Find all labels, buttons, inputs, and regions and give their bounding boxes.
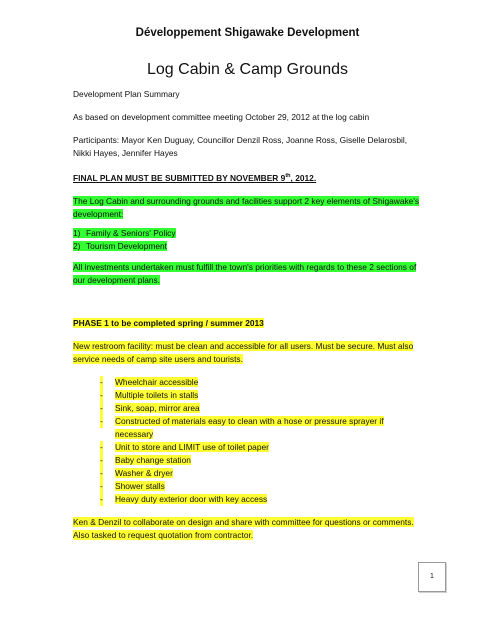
requirement-text: Sink, soap, mirror area	[115, 402, 200, 413]
investments-statement	[73, 261, 423, 287]
bullet-dash: -	[100, 441, 103, 452]
followup-text: Ken & Denzil to collaborate on design and share with committee for questions or comments. Also tasked to request quotation from contractor.	[73, 516, 414, 540]
deadline-suffix: , 2012.	[290, 172, 317, 183]
requirement-item	[73, 467, 423, 480]
support-statement	[73, 195, 423, 221]
deadline-sup: th	[285, 173, 291, 179]
requirements-list	[73, 376, 423, 506]
restroom-statement	[73, 340, 423, 366]
page-number-box	[418, 562, 446, 592]
requirement-text: Washer & dryer	[115, 467, 173, 478]
requirement-text: Wheelchair accessible	[115, 376, 199, 387]
requirement-item	[73, 402, 423, 415]
deadline-prefix: FINAL PLAN MUST BE SUBMITTED BY NOVEMBER 9	[73, 172, 286, 183]
bullet-dash: -	[100, 454, 103, 465]
page-number: 1	[430, 573, 434, 580]
investments-text: All investments undertaken must fulfill the town's priorities with regards to these 2 sections of our development plans.	[73, 261, 417, 285]
item-label: Family & Seniors' Policy	[86, 227, 176, 238]
bullet-dash: -	[100, 480, 103, 491]
deadline-notice	[73, 170, 423, 185]
requirement-item	[73, 480, 423, 493]
document-body	[73, 88, 423, 542]
followup-statement	[73, 516, 423, 542]
bullet-dash: -	[100, 376, 103, 387]
list-item	[73, 240, 423, 253]
requirement-text: Unit to store and LIMIT use of toilet paper	[115, 441, 269, 452]
requirement-text: Baby change station	[115, 454, 191, 465]
requirement-text: Constructed of materials easy to clean with a hose or pressure sprayer if necessary	[115, 415, 384, 439]
meeting-line: As based on development committee meeting October 29, 2012 at the log cabin	[73, 112, 370, 122]
requirement-text: Shower stalls	[115, 480, 165, 491]
requirement-item	[73, 389, 423, 402]
phase1-heading	[73, 317, 423, 330]
restroom-text: New restroom facility: must be clean and accessible for all users. Must be secure. Must also service needs of camp site users and tourists.	[73, 340, 414, 364]
participants-line: Participants: Mayor Ken Duguay, Councillor Denzil Ross, Joanne Ross, Giselle Delarosbil, Nikki Hayes, Jennifer Hayes	[73, 135, 408, 158]
key-elements-list	[73, 227, 423, 253]
requirement-item	[73, 454, 423, 467]
item-label: Tourism Development	[86, 240, 167, 251]
organization-header: Développement Shigawake Development	[135, 27, 360, 39]
document-title: Log Cabin & Camp Grounds	[147, 61, 348, 78]
bullet-dash: -	[100, 389, 103, 400]
phase1-heading-text: PHASE 1 to be completed spring / summer 2013	[73, 317, 264, 328]
bullet-dash: -	[100, 493, 103, 504]
bullet-dash: -	[100, 402, 103, 413]
requirement-item	[73, 376, 423, 389]
plan-summary-label: Development Plan Summary	[73, 89, 180, 99]
requirement-item	[73, 441, 423, 454]
requirement-item	[73, 415, 423, 441]
requirement-text: Multiple toilets in stalls	[115, 389, 199, 400]
item-number: 1)	[73, 227, 81, 238]
bullet-dash: -	[100, 467, 103, 478]
requirement-text: Heavy duty exterior door with key access	[115, 493, 268, 504]
requirement-item	[73, 493, 423, 506]
support-text: The Log Cabin and surrounding grounds and facilities support 2 key elements of Shigawake's development:	[73, 195, 420, 219]
list-item	[73, 227, 423, 240]
bullet-dash: -	[100, 415, 103, 426]
item-number: 2)	[73, 240, 81, 251]
